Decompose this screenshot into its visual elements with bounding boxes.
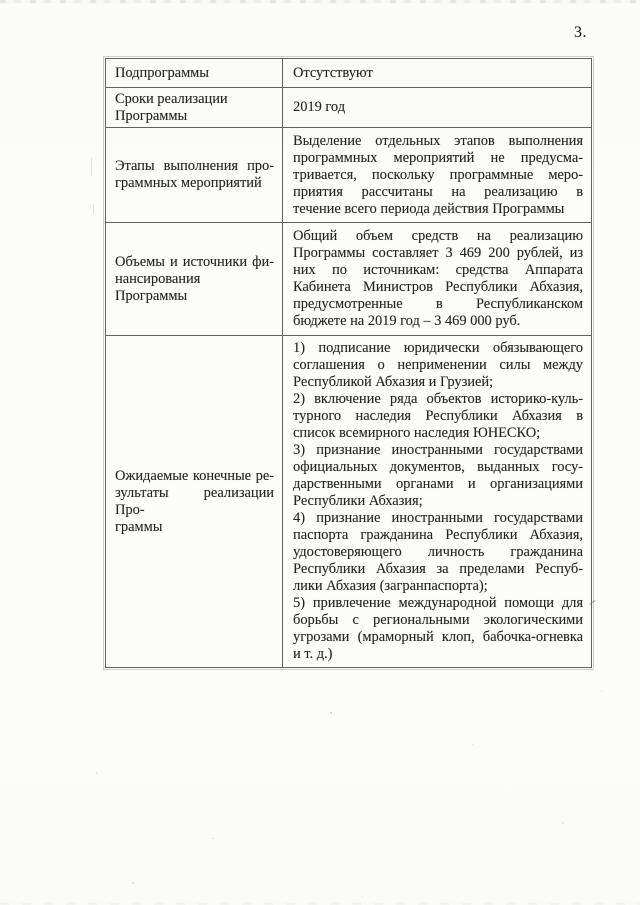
text-line: зультаты реализации Про-: [115, 484, 274, 518]
text-line: дарственными органами и организациями: [293, 476, 583, 492]
row-value-cell: [283, 336, 592, 668]
text-line: турного наследия Республики Абхазия в: [293, 408, 583, 424]
paragraph: [293, 391, 583, 442]
paragraph: [293, 99, 583, 116]
scan-speck: [96, 772, 97, 774]
scan-speck: [362, 896, 363, 897]
text-line: них по источникам: средства Аппарата: [293, 262, 583, 278]
scan-speck: [330, 712, 332, 714]
scan-speck: [472, 744, 473, 745]
text-line: Этапы выполнения про-: [115, 158, 274, 174]
row-value-cell: [283, 59, 592, 88]
row-label-cell: [106, 59, 283, 88]
paragraph: [293, 65, 583, 82]
text-line: Республики Абхазия за пределами Респуб-: [293, 561, 583, 577]
text-line: Сроки реализации: [115, 90, 228, 107]
text-line: предусмотренные в Республиканском: [293, 296, 583, 312]
row-label-cell: [106, 88, 283, 128]
text-line: граммных мероприятий: [115, 175, 262, 191]
row-value-cell: [283, 128, 592, 223]
text-line: 4) признание иностранными государствами: [293, 510, 583, 526]
text-line: 5) привлечение международной помощи для: [293, 595, 583, 611]
text-line: лики Абхазия (загранпаспорта);: [293, 578, 488, 594]
text-line: 1) подписание юридически обязывающего: [293, 340, 583, 356]
paragraph: [115, 65, 274, 82]
text-line: Объемы и источники фи-: [115, 253, 274, 270]
text-line: Программы: [115, 107, 188, 124]
paragraph: [293, 340, 583, 391]
table-row-expected-results: [106, 336, 592, 668]
text-line: нансирования Программы: [115, 270, 201, 304]
page-number: 3.: [574, 24, 587, 41]
text-line: Общий объем средств на реализацию: [293, 228, 583, 244]
scan-noise-top: [0, 0, 640, 3]
paragraph: [293, 133, 583, 218]
paragraph: [115, 108, 274, 125]
paragraph: [293, 510, 583, 595]
text-line: 3) признание иностранными государствами: [293, 442, 583, 458]
row-label-cell: [106, 223, 283, 336]
paragraph: [115, 468, 274, 536]
table-row-implementation-stages: [106, 128, 592, 223]
text-line: приятия рассчитаны на реализацию в: [293, 183, 583, 200]
text-line: соглашения о неприменении силы между: [293, 357, 583, 373]
scan-artifact-margin-mark: [93, 204, 94, 214]
scan-speck: [562, 822, 564, 824]
text-line: течение всего периода действия Программы: [293, 200, 565, 217]
scan-speck: [132, 882, 134, 884]
table-row-subprograms: [106, 59, 592, 88]
text-line: Отсутствуют: [293, 64, 373, 81]
text-line: бюджете на 2019 год – 3 469 000 руб.: [293, 313, 521, 329]
text-line: Республики Абхазия;: [293, 493, 423, 509]
paragraph: [115, 91, 274, 108]
program-passport-table: [105, 58, 592, 668]
paragraph: [293, 595, 583, 663]
paragraph: [115, 158, 274, 192]
text-line: борьбы с региональными экологическими: [293, 612, 583, 628]
paragraph: [293, 442, 583, 510]
text-line: программных мероприятий не предусма-: [293, 149, 583, 166]
text-line: Кабинета Министров Республики Абхазия,: [293, 279, 583, 295]
paragraph: [293, 228, 583, 330]
scan-speck: [212, 838, 214, 839]
text-line: Ожидаемые конечные ре-: [115, 467, 274, 484]
paragraph: [115, 254, 274, 305]
text-line: тривается, поскольку программные меро-: [293, 166, 583, 183]
scan-speck: [601, 690, 602, 692]
text-line: 2019 год: [293, 99, 346, 115]
scan-artifact-margin-mark: [91, 158, 92, 176]
text-line: 2) включение ряда объектов историко-куль-: [293, 391, 583, 407]
text-line: граммы: [115, 518, 163, 535]
text-line: список всемирного наследия ЮНЕСКО;: [293, 425, 541, 441]
table-row-program-timeline: [106, 88, 592, 128]
row-label-cell: [106, 336, 283, 668]
table-row-financing-sources: [106, 223, 592, 336]
text-line: угрозами (мраморный клоп, бабочка-огневка: [293, 629, 583, 645]
text-line: удостоверяющего личность гражданина: [293, 544, 583, 560]
text-line: Подпрограммы: [115, 64, 209, 81]
text-line: Программы составляет 3 469 200 рублей, из: [293, 245, 583, 261]
text-line: паспорта гражданина Республики Абхазия,: [293, 527, 583, 543]
text-line: Республикой Абхазия и Грузией;: [293, 374, 494, 390]
text-line: официальных документов, выданных госу-: [293, 459, 583, 475]
row-value-cell: [283, 88, 592, 128]
row-value-cell: [283, 223, 592, 336]
row-label-cell: [106, 128, 283, 223]
text-line: и т. д.): [293, 646, 333, 662]
text-line: Выделение отдельных этапов выполнения: [293, 132, 583, 149]
table-body: [106, 59, 592, 668]
